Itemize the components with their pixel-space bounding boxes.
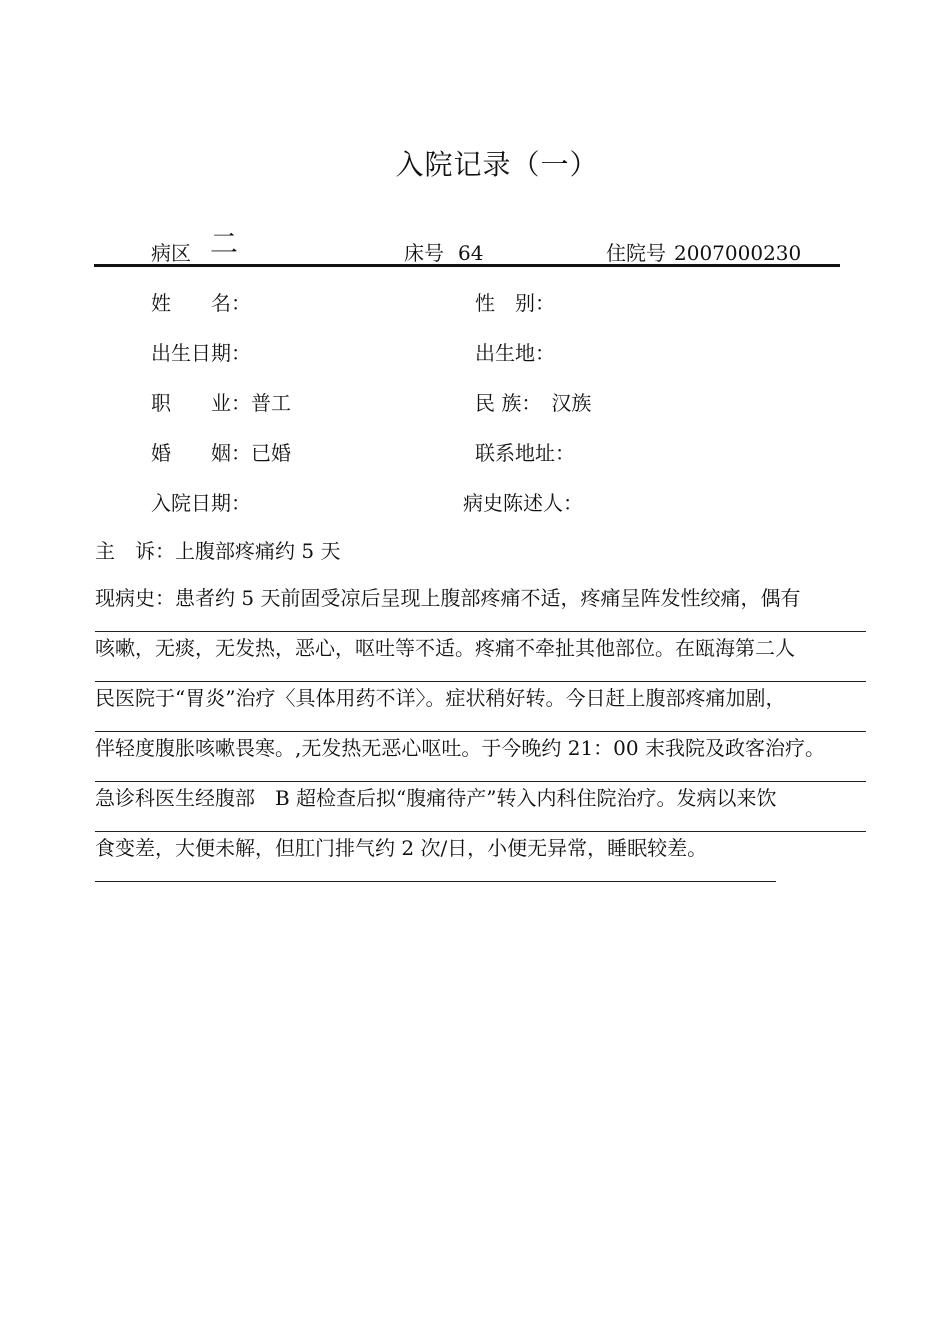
ward-label: 病区 — [151, 241, 191, 265]
present-illness-line: 食变差，大便未解，但肛门排气约 2 次/日，小便无异常，睡眠较差。 — [95, 832, 776, 882]
address-field — [475, 437, 575, 466]
chief-complaint — [95, 535, 340, 564]
page-title: 入院记录（一） — [395, 148, 599, 181]
birthplace-field — [475, 337, 555, 366]
historian-field — [463, 487, 583, 516]
bed-field — [404, 237, 483, 266]
present-illness-line: 民医院于“胃炎”治疗〈具体用药不详〉。症状稍好转。今日赶上腹部疼痛加剧， — [95, 682, 866, 732]
ward-field — [151, 237, 191, 266]
ethnicity-field — [475, 387, 591, 416]
name-field — [151, 287, 251, 316]
header-divider — [94, 264, 840, 267]
admission-number-value: 2007000230 — [674, 241, 802, 265]
occupation-value: 普工 — [251, 391, 291, 415]
bed-label: 床号 — [404, 241, 444, 265]
address-label: 联系地址： — [475, 441, 575, 465]
birthplace-label: 出生地： — [475, 341, 555, 365]
present-illness-line: 伴轻度腹胀咳嗽畏寒。,无发热无恶心呕吐。于今晚约 21：00 末我院及政客治疗。 — [95, 732, 866, 782]
present-illness-line: 急诊科医生经腹部 B 超检查后拟“腹痛待产”转入内科住院治疗。发病以来饮 — [95, 782, 866, 832]
present-illness-line: 现病史：患者约 5 天前固受凉后呈现上腹部疼痛不适，疼痛呈阵发性绞痛，偶有 — [95, 582, 866, 632]
marital-label: 婚 姻： — [151, 441, 251, 465]
marital-field — [151, 437, 291, 466]
admission-date-label: 入院日期： — [151, 491, 251, 515]
occupation-field — [151, 387, 291, 416]
ward-value: 二 — [210, 227, 239, 260]
present-illness — [95, 582, 866, 882]
chief-complaint-label: 主 诉： — [95, 539, 175, 563]
gender-field — [475, 287, 555, 316]
admission-number-label: 住院号 — [606, 241, 666, 265]
gender-label: 性 别： — [475, 291, 555, 315]
occupation-label: 职 业： — [151, 391, 251, 415]
birth-date-label: 出生日期： — [151, 341, 251, 365]
bed-value: 64 — [458, 241, 484, 265]
ethnicity-label: 民 族： — [475, 391, 542, 415]
name-label: 姓 名： — [151, 291, 251, 315]
admission-number-field — [606, 237, 801, 266]
birth-date-field — [151, 337, 251, 366]
chief-complaint-text: 上腹部疼痛约 5 天 — [175, 539, 341, 563]
admission-date-field — [151, 487, 251, 516]
marital-value: 已婚 — [251, 441, 291, 465]
ethnicity-value: 汉族 — [551, 391, 592, 415]
present-illness-line: 咳嗽，无痰，无发热，恶心，呕吐等不适。疼痛不牵扯其他部位。在瓯海第二人 — [95, 632, 866, 682]
historian-label: 病史陈述人： — [463, 491, 583, 515]
